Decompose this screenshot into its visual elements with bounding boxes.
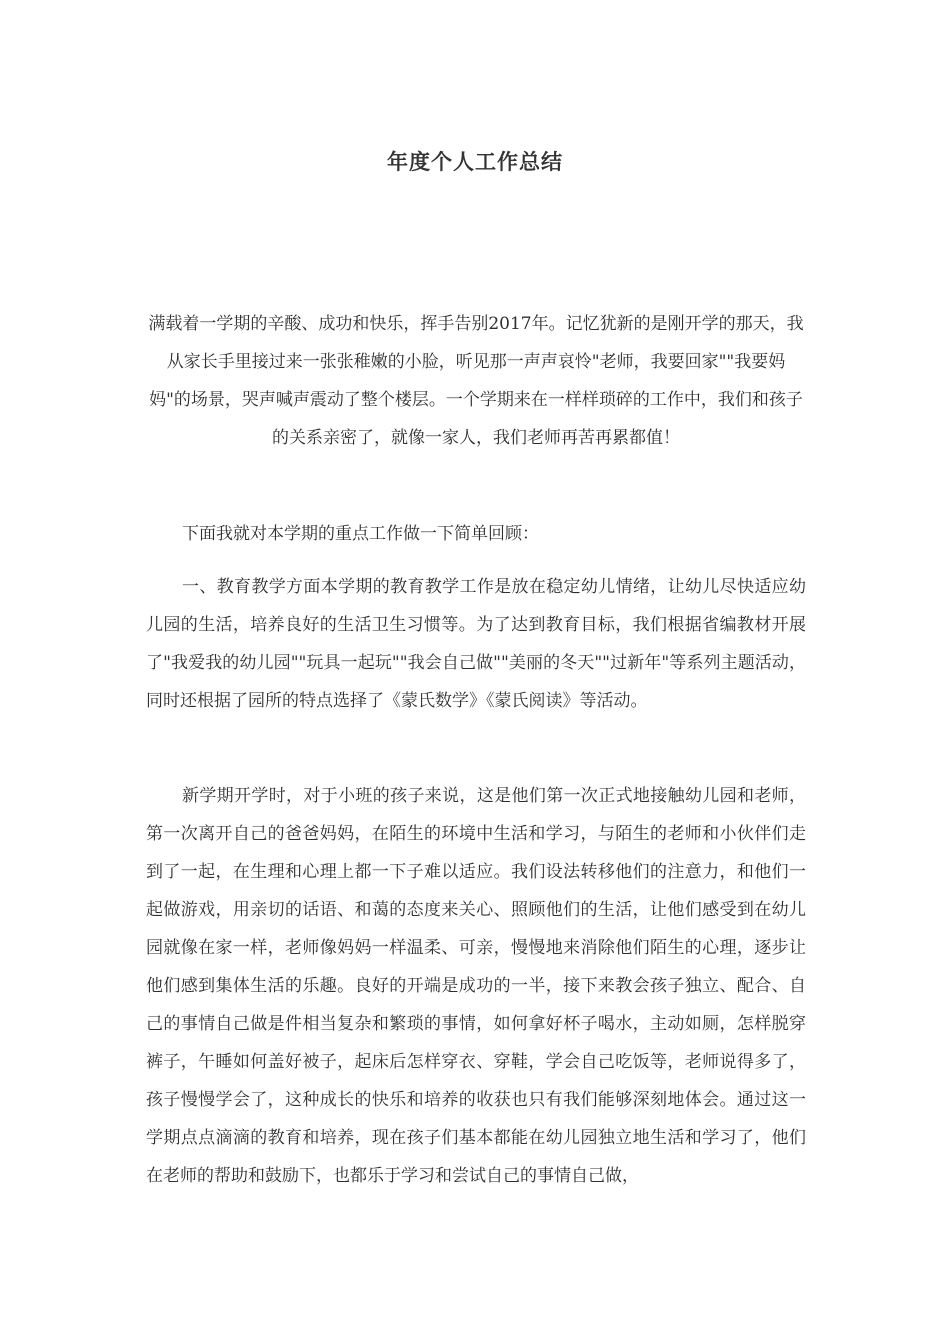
page-title: 年度个人工作总结: [387, 150, 563, 174]
intro-paragraph: 满载着一学期的辛酸、成功和快乐，挥手告别2017年。记忆犹新的是刚开学的那天，我从家长手里接过来一张张稚嫩的小脸，听见那一声声哀怜"老师，我要回家""我要妈妈"的场景，哭声喊声震动了整个楼层。一个学期来在一样样琐碎的工作中，我们和孩子的关系亲密了，就像一家人，我们老师再苦再累都值！: [148, 314, 804, 448]
teaching-paragraph: 一、教育教学方面本学期的教育教学工作是放在稳定幼儿情绪，让幼儿尽快适应幼儿园的生活，培养良好的生活卫生习惯等。为了达到教育目标，我们根据省编教材开展了"我爱我的幼儿园""玩具一起玩""我会自己做""美丽的冬天""过新年"等系列主题活动，同时还根据了园所的特点选择了《蒙氏数学》《蒙氏阅读》等活动。: [146, 577, 806, 711]
review-intro-paragraph: 下面我就对本学期的重点工作做一下简单回顾：: [182, 524, 539, 544]
new-semester-paragraph: 新学期开学时，对于小班的孩子来说，这是他们第一次正式地接触幼儿园和老师，第一次离开自己的爸爸妈妈，在陌生的环境中生活和学习，与陌生的老师和小伙伴们走到了一起，在生理和心理上都一下子难以适应。我们设法转移他们的注意力，和他们一起做游戏，用亲切的话语、和蔼的态度来关心、照顾他们的生活，让他们感受到在幼儿园就像在家一样，老师像妈妈一样温柔、可亲，慢慢地来消除他们陌生的心理，逐步让他们感到集体生活的乐趣。良好的开端是成功的一半，接下来教会孩子独立、配合、自己的事情自己做是件相当复杂和繁琐的事情，如何拿好杯子喝水，主动如厕，怎样脱穿裤子，午睡如何盖好被子，起床后怎样穿衣、穿鞋，学会自己吃饭等，老师说得多了，孩子慢慢学会了，这种成长的快乐和培养的收获也只有我们能够深刻地体会。通过这一学期点点滴滴的教育和培养，现在孩子们基本都能在幼儿园独立地生活和学习了，他们在老师的帮助和鼓励下，也都乐于学习和尝试自己的事情自己做，: [146, 786, 806, 1186]
